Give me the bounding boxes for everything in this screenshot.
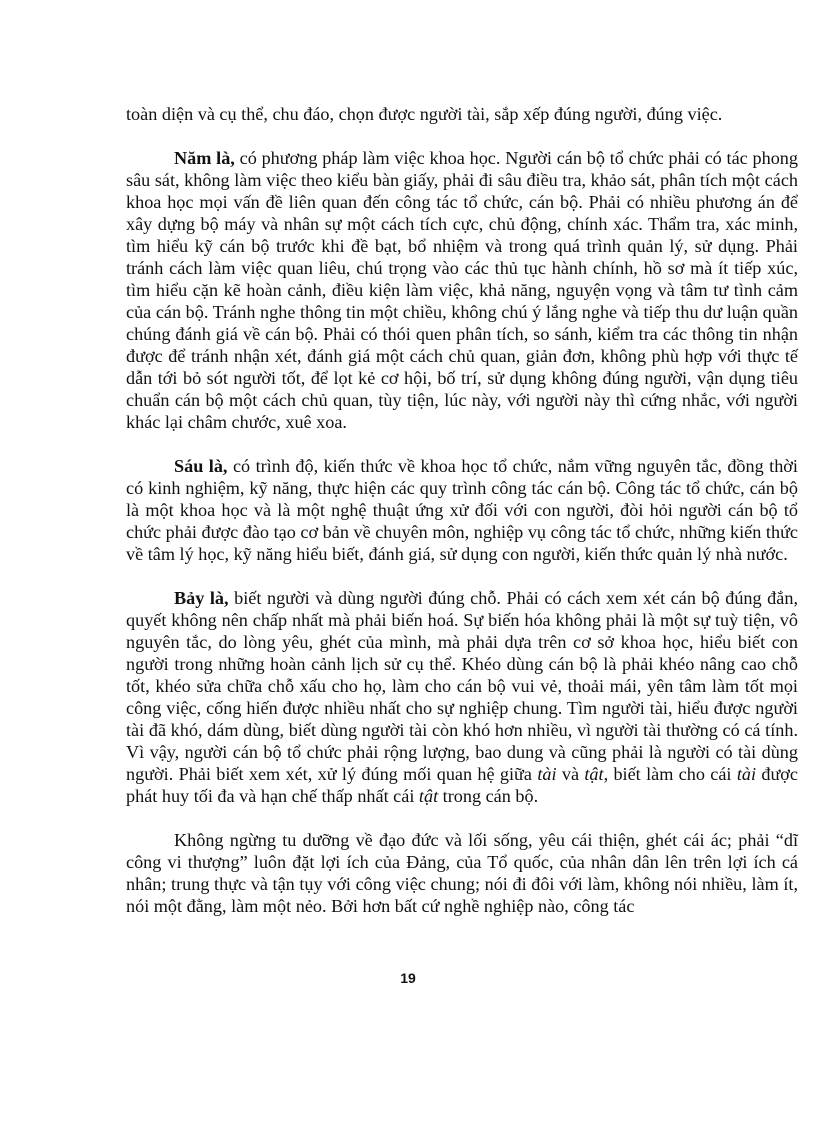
paragraph-text: Không ngừng tu dưỡng về đạo đức và lối sống, yêu cái thiện, ghét cái ác; phải “dĩ công vi thượng” luôn đặt lợi ích của Đảng, của Tổ quốc, của nhân dân lên trên lợi ích cá nhân; trung thực và tận tụy với công việc chung; nói đi đôi với làm, không nói nhiều, làm ít, nói một đằng, làm một nẻo. Bởi hơn bất cứ nghề nghiệp nào, công tác — [126, 830, 798, 916]
paragraph-text: được phát huy tối đa và hạn chế thấp nhất cái — [126, 764, 798, 806]
paragraph-dao-duc — [126, 829, 798, 917]
paragraph-bay-la — [126, 587, 798, 807]
paragraph-text: và — [556, 764, 585, 784]
emphasis-tai: tài — [537, 764, 557, 784]
paragraph-lead: Sáu là, — [174, 456, 228, 476]
paragraph-continuation — [126, 103, 798, 125]
paragraph-lead: Năm là, — [174, 148, 235, 168]
paragraph-text: có phương pháp làm việc khoa học. Người cán bộ tổ chức phải có tác phong sâu sát, không làm việc theo kiểu bàn giấy, phải đi sâu điều tra, khảo sát, phân tích một cách khoa học mọi vấn đề liên quan đến công tác tổ chức, cán bộ. Phải có nhiều phương án để xây dựng bộ máy và nhân sự một cách tích cực, chủ động, chính xác. Thẩm tra, xác minh, tìm hiểu kỹ cán bộ trước khi đề bạt, bổ nhiệm và trong quá trình quản lý, sử dụng. Phải tránh cách làm việc quan liêu, chú trọng vào các thủ tục hành chính, hồ sơ mà ít tiếp xúc, tìm hiểu cặn kẽ hoàn cảnh, điều kiện làm việc, khả năng, nguyện vọng và tâm tư tình cảm của cán bộ. Tránh nghe thông tin một chiều, không chú ý lắng nghe và tiếp thu dư luận quần chúng đánh giá về cán bộ. Phải có thói quen phân tích, so sánh, kiểm tra các thông tin nhận được để tránh nhận xét, đánh giá một cách chủ quan, giản đơn, không phù hợp với thực tế dẫn tới bỏ sót người tốt, để lọt kẻ cơ hội, bố trí, sử dụng không đúng người, vận dụng tiêu chuẩn cán bộ một cách chủ quan, tùy tiện, lúc này, với người này thì cứng nhắc, với người khác lại châm chước, xuê xoa. — [126, 148, 798, 432]
paragraph-text: trong cán bộ. — [438, 786, 539, 806]
paragraph-text: có trình độ, kiến thức về khoa học tổ chức, nắm vững nguyên tắc, đồng thời có kinh nghiệm, kỹ năng, thực hiện các quy trình công tác cán bộ. Công tác tổ chức, cán bộ là một khoa học và là một nghệ thuật ứng xử đối với con người, đòi hỏi người cán bộ tổ chức phải được đào tạo cơ bản về chuyên môn, nghiệp vụ công tác tổ chức, những kiến thức về tâm lý học, kỹ năng hiểu biết, đánh giá, sử dụng con người, kiến thức quản lý nhà nước. — [126, 456, 798, 564]
emphasis-tat: tật — [584, 764, 604, 784]
emphasis-tai: tài — [736, 764, 757, 784]
paragraph-text: biết người và dùng người đúng chỗ. Phải có cách xem xét cán bộ đúng đắn, quyết không nên chấp nhất mà phải biến hoá. Sự biến hóa không phải là một sự tuỳ tiện, vô nguyên tắc, do lòng yêu, ghét của mình, mà phải dựa trên cơ sở khoa học, hiểu biết con người trong những hoàn cảnh lịch sử cụ thể. Khéo dùng cán bộ là phải khéo nâng cao chỗ tốt, khéo sửa chữa chỗ xấu cho họ, làm cho cán bộ vui vẻ, thoải mái, yên tâm làm tốt mọi công việc, cống hiến được nhiều nhất cho sự nghiệp chung. Tìm người tài, hiểu được người tài đã khó, dám dùng, biết dùng người tài còn khó hơn nhiều, vì người tài thường có cá tính. Vì vậy, người cán bộ tổ chức phải rộng lượng, bao dung và cũng phải là người có tài dùng người. Phải biết xem xét, xử lý đúng mối quan hệ giữa — [126, 588, 798, 784]
emphasis-tat: tật — [418, 786, 439, 806]
paragraph-lead: Bảy là, — [174, 588, 229, 608]
paragraph-nam-la — [126, 147, 798, 433]
paragraph-sau-la — [126, 455, 798, 565]
body-text — [126, 103, 798, 939]
page-number: 19 — [400, 970, 416, 986]
paragraph-text: , biết làm cho cái — [603, 764, 737, 784]
paragraph-text: toàn diện và cụ thể, chu đáo, chọn được người tài, sắp xếp đúng người, đúng việc. — [126, 104, 723, 124]
